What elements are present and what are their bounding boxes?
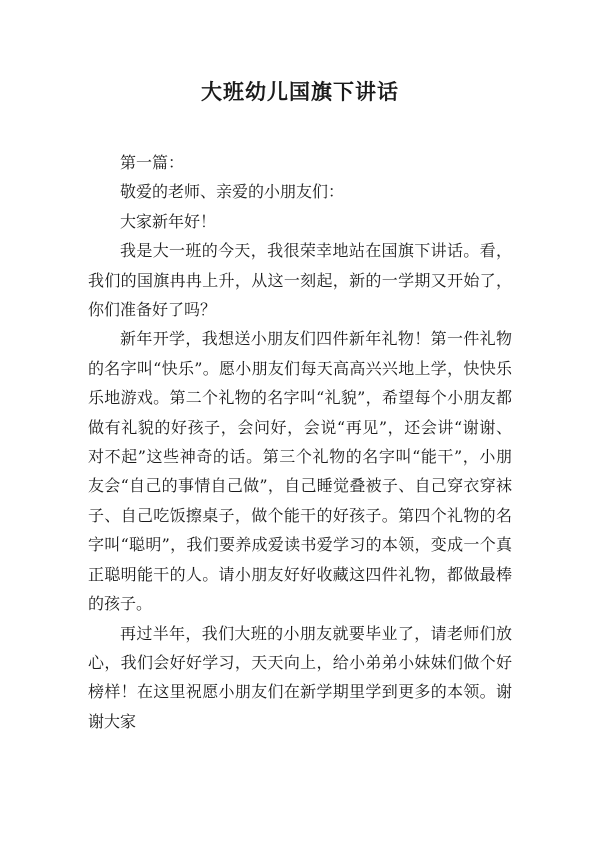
paragraph-greeting: 大家新年好！ — [120, 211, 217, 231]
document-title: 大班幼儿国旗下讲话 — [201, 80, 399, 104]
paragraph-section-heading: 第一篇： — [120, 153, 185, 172]
paragraph-introduction: 我是大一班的今天，我很荣幸地站在国旗下讲话。看，我们的国旗冉冉上升，从这一刻起，新的一学期又开始了，你们准备好了吗？ — [88, 241, 512, 320]
paragraph-closing: 再过半年，我们大班的小朋友就要毕业了，请老师们放心，我们会好好学习，天天向上，给小弟弟小妹妹们做个好榜样！在这里祝愿小朋友们在新学期里学到更多的本领。谢谢大家 — [88, 623, 512, 731]
document-body — [88, 148, 512, 736]
paragraph-salutation: 敬爱的老师、亲爱的小朋友们： — [120, 182, 345, 202]
paragraph-four-gifts: 新年开学，我想送小朋友们四件新年礼物！第一件礼物的名字叫“快乐”。愿小朋友们每天高高兴兴地上学，快快乐乐地游戏。第二个礼物的名字叫“礼貌”，希望每个小朋友都做有礼貌的好孩子，会问好，会说“再见”，还会讲“谢谢、对不起”这些神奇的话。第三个礼物的名字叫“能干”，小朋友会“自己的事情自己做”，自己睡觉叠被子、自己穿衣穿袜子、自己吃饭擦桌子，做个能干的好孩子。第四个礼物的名字叫“聪明”，我们要养成爱读书爱学习的本领，变成一个真正聪明能干的人。请小朋友好好收藏这四件礼物，都做最棒的孩子。 — [88, 329, 512, 614]
